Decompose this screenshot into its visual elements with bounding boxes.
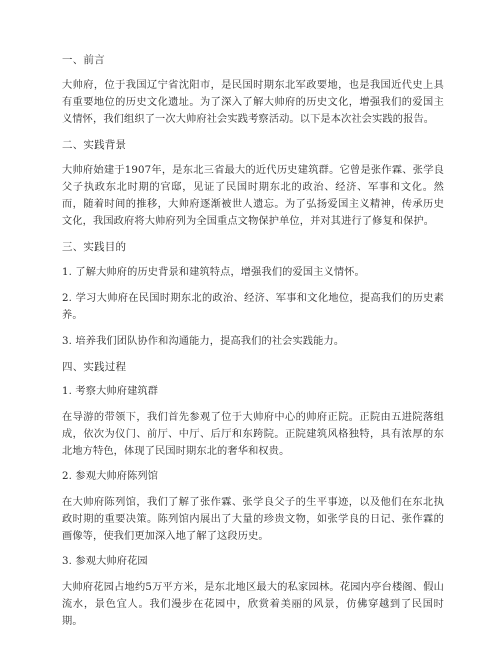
document-body: [62, 52, 444, 639]
section-heading-purpose: 三、实践目的: [62, 241, 127, 253]
section-heading-background: 二、实践背景: [62, 139, 127, 151]
intro-paragraph: 大帅府，位于我国辽宁省沈阳市，是民国时期东北军政要地，也是我国近代史上具有重要地位的历史文化遗址。为了深入了解大帅府的历史文化，增强我们的爱国主义情怀，我们组织了一次大帅府社会实践考察活动。以下是本次社会实践的报告。: [62, 80, 444, 125]
process-step-paragraph: 大帅府花园占地约5万平方米，是东北地区最大的私家园林。花园内亭台楼阁、假山流水，景色宜人。我们漫步在花园中，欣赏着美丽的风景，仿佛穿越到了民国时期。: [62, 582, 444, 627]
background-paragraph: 大帅府始建于1907年，是东北三省最大的近代历史建筑群。它曾是张作霖、张学良父子执政东北时期的官邸，见证了民国时期东北的政治、经济、军事和文化。然而，随着时间的推移，大帅府逐渐被世人遗忘。为了弘扬爱国主义精神，传承历史文化，我国政府将大帅府列为全国重点文物保护单位，并对其进行了修复和保护。: [62, 165, 444, 227]
section-heading-process: 四、实践过程: [62, 361, 127, 373]
purpose-item: 2. 学习大帅府在民国时期东北的政治、经济、军事和文化地位，提高我们的历史素养。: [62, 293, 444, 321]
purpose-item: 1. 了解大帅府的历史背景和建筑特点，增强我们的爱国主义情怀。: [62, 267, 365, 278]
section-heading-intro: 一、前言: [62, 54, 105, 66]
process-step-title: 2. 参观大帅府陈列馆: [62, 471, 159, 482]
process-step-paragraph: 在导游的带领下，我们首先参观了位于大帅府中心的帅府正院。正院由五进院落组成，依次为仪门、前厅、中厅、后厅和东跨院。正院建筑风格独特，具有浓厚的东北地方特色，体现了民国时期东北的奢华和权贵。: [62, 412, 444, 457]
process-step-title: 1. 考察大帅府建筑群: [62, 386, 159, 397]
process-step-paragraph: 在大帅府陈列馆，我们了解了张作霖、张学良父子的生平事迹，以及他们在东北执政时期的重要决策。陈列馆内展出了大量的珍贵文物，如张学良的日记、张作霖的画像等，使我们更加深入地了解了这段历史。: [62, 497, 444, 542]
purpose-item: 3. 培养我们团队协作和沟通能力，提高我们的社会实践能力。: [62, 336, 345, 347]
process-step-title: 3. 参观大帅府花园: [62, 556, 148, 567]
